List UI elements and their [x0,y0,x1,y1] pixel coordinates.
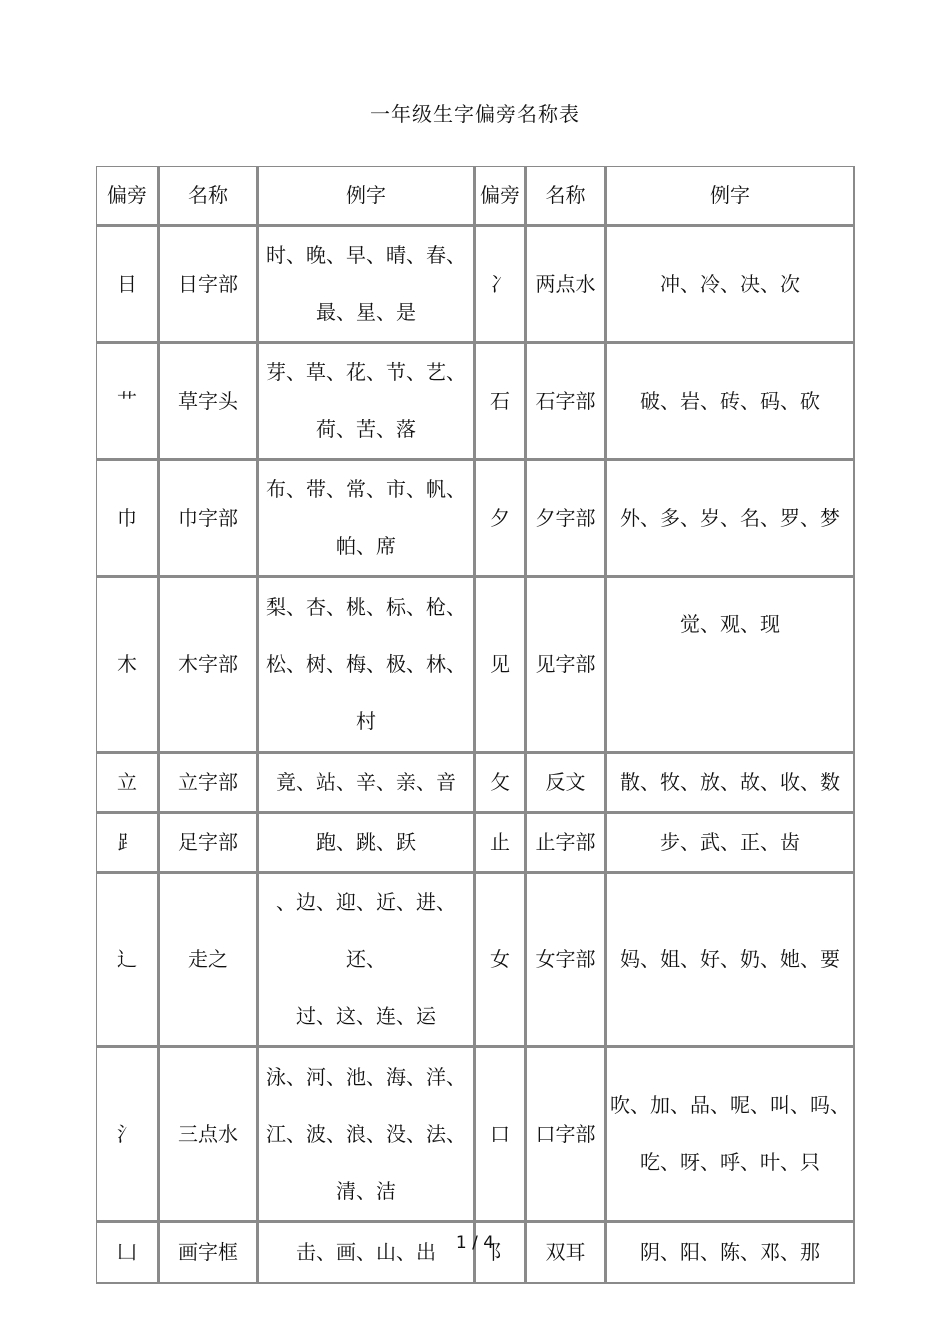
example-line: 吃、呀、呼、叶、只 [640,1150,820,1174]
radical-cell: 辶 [97,874,160,1048]
example-chars-cell [259,461,476,578]
radical-name-cell: 走之 [160,874,259,1048]
example-chars-cell [259,578,476,754]
example-chars-cell [607,227,854,344]
radical-cell: 石 [476,344,527,461]
radical-name-cell: 三点水 [160,1048,259,1223]
radical-cell: 夕 [476,461,527,578]
radical-cell: 日 [97,227,160,344]
example-chars-cell [259,814,476,874]
example-line: 最、星、是 [316,300,416,324]
example-line: 妈、姐、好、奶、她、要 [620,947,840,971]
header-radical: 偏旁 [476,167,527,227]
table-row [97,1048,854,1223]
radical-cell: 木 [97,578,160,754]
example-line: 村 [356,709,376,733]
table-row [97,1223,854,1283]
example-line: 荷、苦、落 [316,417,416,441]
table-row [97,344,854,461]
example-line: 步、武、正、齿 [660,830,800,854]
page-indicator: 1 / 4 [455,1233,495,1253]
radical-cell: 凵 [97,1223,160,1283]
table-row [97,578,854,754]
example-line: 清、洁 [336,1178,396,1203]
radical-cell: ⻊ [97,814,160,874]
example-chars-cell [607,874,854,1048]
table-row [97,814,854,874]
example-chars-cell [607,754,854,814]
radical-name-cell: 反文 [527,754,607,814]
radical-name-cell: 日字部 [160,227,259,344]
radical-cell: 女 [476,874,527,1048]
example-line: 布、带、常、市、帆、 [266,477,466,501]
radical-cell: 阝 [476,1223,527,1283]
example-chars-cell [607,578,854,754]
example-line: 散、牧、放、故、收、数 [620,770,840,794]
example-line: 芽、草、花、节、艺、 [266,360,466,384]
example-chars-cell [259,874,476,1048]
example-chars-cell [259,1048,476,1223]
example-chars-cell [607,814,854,874]
header-examples: 例字 [259,167,476,227]
example-line: 江、波、浪、没、法、 [266,1121,466,1146]
example-line: 松、树、梅、极、林、 [266,652,466,676]
example-chars-cell [259,227,476,344]
radical-name-cell: 草字头 [160,344,259,461]
radical-name-cell: 女字部 [527,874,607,1048]
radical-name-cell: 两点水 [527,227,607,344]
radical-name-cell: 足字部 [160,814,259,874]
example-line: 破、岩、砖、码、砍 [640,388,820,413]
example-line: 吹、加、品、呢、叫、吗、 [610,1093,850,1117]
example-line: 时、晚、早、晴、春、 [266,243,466,267]
radical-name-cell: 石字部 [527,344,607,461]
header-radical: 偏旁 [97,167,160,227]
example-chars-cell [607,1048,854,1223]
radical-cell: 艹 [97,344,160,461]
radical-cell: 见 [476,578,527,754]
radical-name-cell: 夕字部 [527,461,607,578]
header-name: 名称 [160,167,259,227]
example-line: 竟、站、辛、亲、音 [276,770,456,794]
table-row [97,227,854,344]
radical-cell: 氵 [97,1048,160,1223]
header-examples: 例字 [607,167,854,227]
radical-name-cell: 见字部 [527,578,607,754]
example-chars-cell [259,344,476,461]
example-line: 过、这、连、运 [296,1004,436,1028]
header-name: 名称 [527,167,607,227]
example-chars-cell [259,754,476,814]
example-chars-cell [259,1223,476,1283]
radical-cell: 止 [476,814,527,874]
radical-cell: 口 [476,1048,527,1223]
example-line: 击、画、山、出 [296,1240,436,1264]
radical-cell: 冫 [476,227,527,344]
example-line: 帕、席 [336,534,396,558]
page-title: 一年级生字偏旁名称表 [370,102,580,126]
example-line: 冲、冷、决、次 [660,271,800,296]
example-line: 、边、迎、近、进、还、 [276,890,456,971]
table-row [97,461,854,578]
example-line: 阴、阳、陈、邓、那 [640,1240,820,1264]
radical-cell: 巾 [97,461,160,578]
example-line: 跑、跳、跃 [316,830,416,854]
radical-name-cell: 止字部 [527,814,607,874]
radical-name-cell: 口字部 [527,1048,607,1223]
radical-name-cell: 画字框 [160,1223,259,1283]
table-row [97,754,854,814]
table-header-row [97,167,854,227]
radical-name-cell: 立字部 [160,754,259,814]
radical-cell: 攵 [476,754,527,814]
example-line: 觉、观、现 [680,612,780,636]
example-chars-cell [607,344,854,461]
radical-name-cell: 木字部 [160,578,259,754]
table-row [97,874,854,1048]
radical-name-cell: 双耳 [527,1223,607,1283]
example-line: 泳、河、池、海、洋、 [266,1064,466,1089]
radical-table [96,166,855,1284]
example-line: 外、多、岁、名、罗、梦 [620,505,840,530]
example-chars-cell [607,461,854,578]
example-line: 梨、杏、桃、标、枪、 [266,595,466,619]
example-chars-cell [607,1223,854,1283]
radical-cell: 立 [97,754,160,814]
radical-name-cell: 巾字部 [160,461,259,578]
